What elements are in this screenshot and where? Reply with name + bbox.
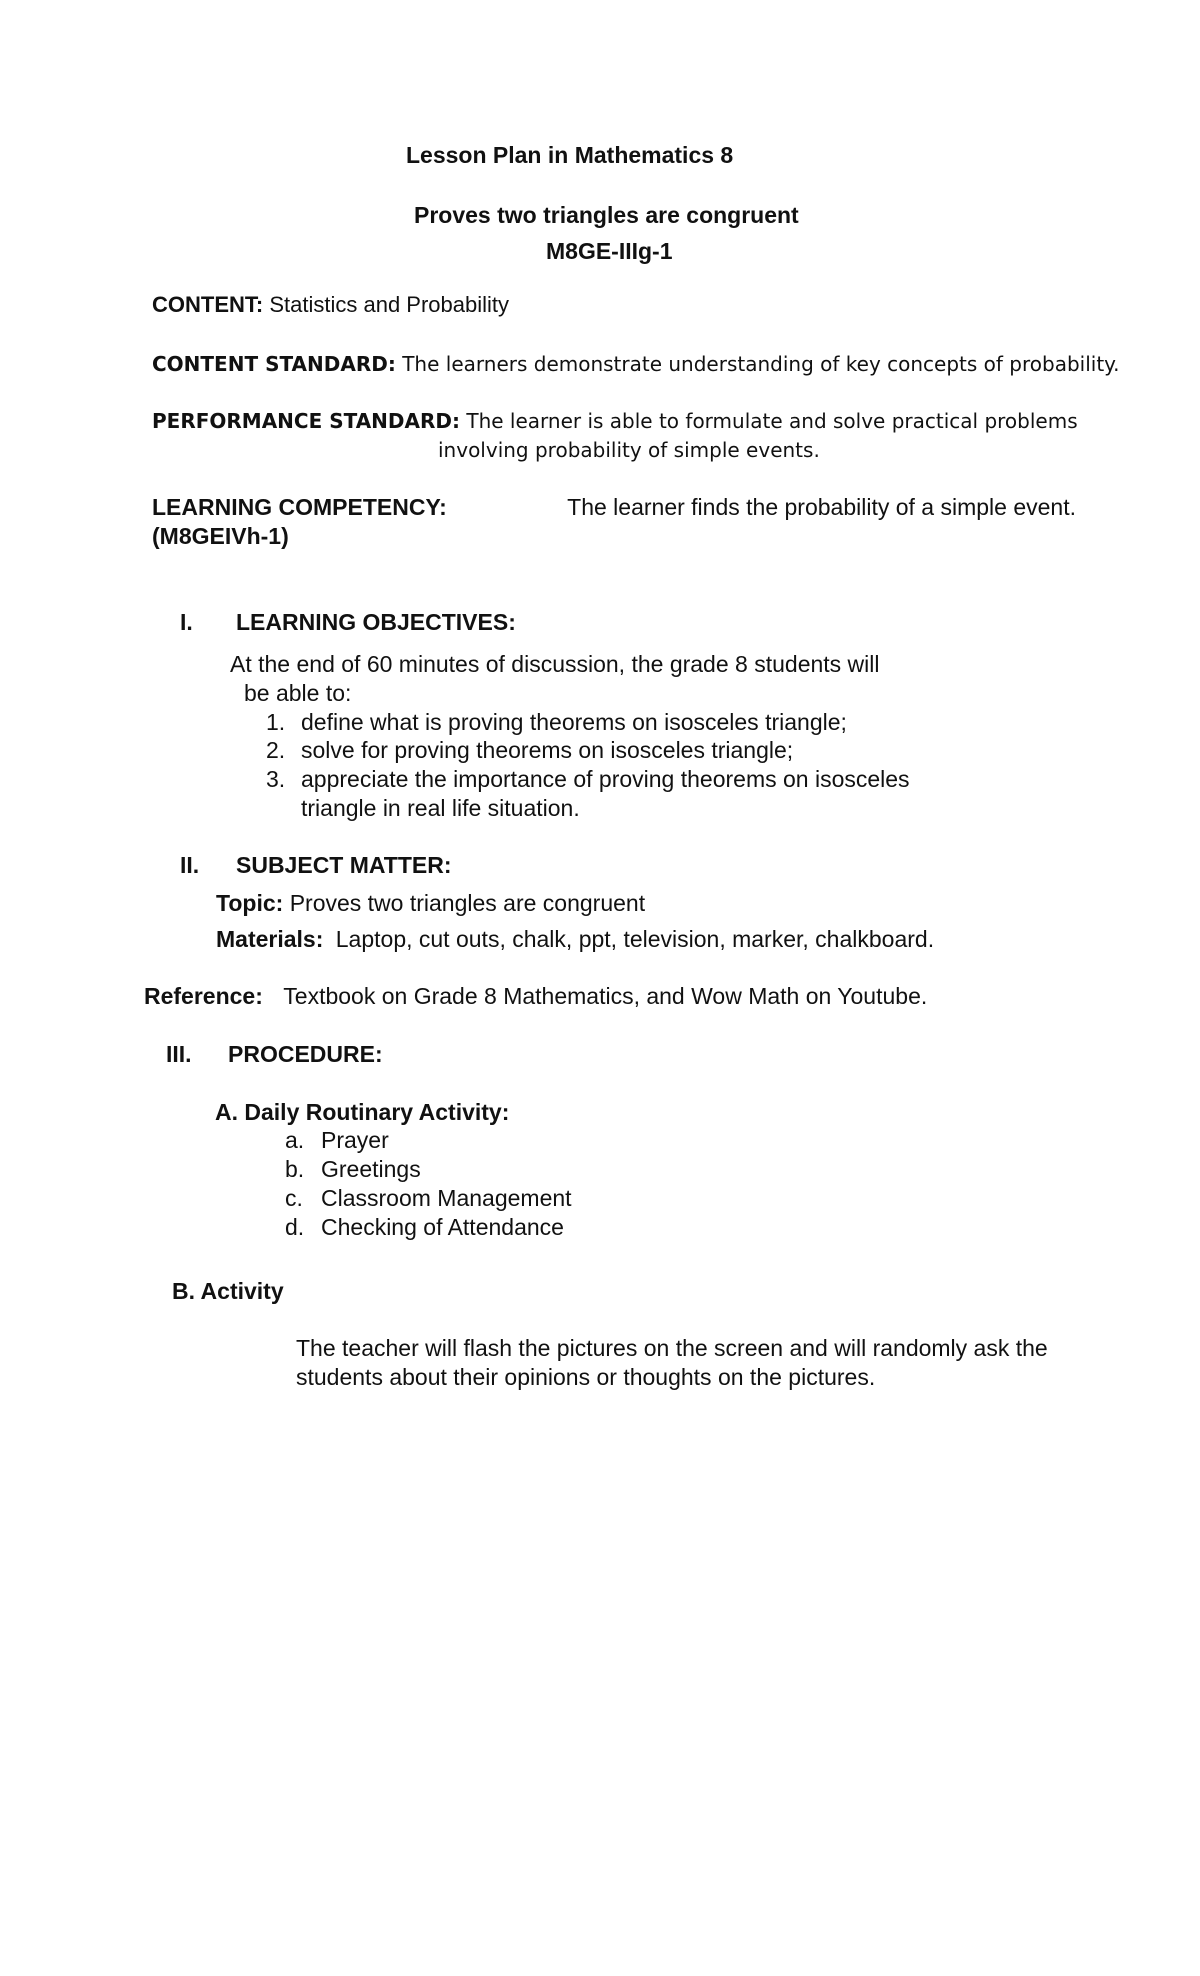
reference-value: Textbook on Grade 8 Mathematics, and Wow Math on Youtube. — [283, 983, 928, 1009]
reference-line — [144, 983, 927, 1010]
objectives-intro-line2: be able to: — [244, 680, 352, 706]
objective-item: appreciate the importance of proving theorems on isosceles — [301, 766, 910, 792]
routine-letter: a. — [285, 1127, 305, 1153]
lesson-topic-title: Proves two triangles are congruent — [414, 202, 799, 228]
learning-competency-value: The learner finds the probability of a simple event. — [567, 494, 1076, 520]
subject-matter-numeral: II. — [180, 852, 200, 878]
topic-value: Proves two triangles are congruent — [289, 890, 646, 916]
content-standard-line — [152, 352, 1120, 376]
performance-standard-label: PERFORMANCE STANDARD: — [152, 409, 460, 433]
objective-number: 3. — [266, 766, 286, 792]
content-label: CONTENT: — [152, 292, 264, 317]
subject-matter-heading: SUBJECT MATTER: — [236, 852, 452, 878]
objective-number: 1. — [266, 709, 286, 735]
content-standard-label: CONTENT STANDARD: — [152, 352, 396, 376]
routine-item: Classroom Management — [321, 1185, 572, 1211]
objective-item: define what is proving theorems on isosceles triangle; — [301, 709, 847, 735]
performance-standard-value-line2: involving probability of simple events. — [438, 438, 820, 462]
content-line — [152, 292, 509, 318]
topic-label: Topic: — [216, 890, 284, 916]
materials-line — [216, 926, 934, 953]
lesson-code: M8GE-IIIg-1 — [546, 238, 673, 264]
procedure-numeral: III. — [166, 1041, 192, 1067]
topic-line — [216, 890, 645, 917]
performance-standard-line — [152, 409, 1078, 433]
objective-item: solve for proving theorems on isosceles triangle; — [301, 737, 794, 763]
performance-standard-value-line1: The learner is able to formulate and solve practical problems — [466, 409, 1078, 433]
routine-letter: c. — [285, 1185, 303, 1211]
objective-item-continued: triangle in real life situation. — [301, 795, 580, 821]
routine-letter: d. — [285, 1214, 305, 1240]
routine-letter: b. — [285, 1156, 305, 1182]
daily-routinary-heading: A. Daily Routinary Activity: — [215, 1099, 510, 1125]
routine-item: Greetings — [321, 1156, 421, 1182]
content-standard-value: The learners demonstrate understanding of key concepts of probability. — [402, 352, 1120, 376]
learning-competency-code: (M8GEIVh-1) — [152, 523, 289, 549]
activity-heading: B. Activity — [172, 1278, 284, 1304]
routine-item: Checking of Attendance — [321, 1214, 564, 1240]
routine-item: Prayer — [321, 1127, 389, 1153]
objectives-heading: LEARNING OBJECTIVES: — [236, 609, 516, 635]
materials-label: Materials: — [216, 926, 324, 952]
learning-competency-line — [152, 494, 1076, 521]
reference-label: Reference: — [144, 983, 263, 1009]
activity-text-line2: students about their opinions or thoughts on the pictures. — [296, 1364, 876, 1390]
objectives-numeral: I. — [180, 609, 193, 635]
learning-competency-label: LEARNING COMPETENCY: — [152, 494, 447, 520]
document-title: Lesson Plan in Mathematics 8 — [406, 142, 734, 168]
objectives-intro-line1: At the end of 60 minutes of discussion, the grade 8 students will — [230, 651, 880, 677]
objective-number: 2. — [266, 737, 286, 763]
content-value: Statistics and Probability — [269, 292, 510, 317]
procedure-heading: PROCEDURE: — [228, 1041, 383, 1067]
activity-text-line1: The teacher will flash the pictures on the screen and will randomly ask the — [296, 1335, 1048, 1361]
materials-value: Laptop, cut outs, chalk, ppt, television, marker, chalkboard. — [335, 926, 935, 952]
